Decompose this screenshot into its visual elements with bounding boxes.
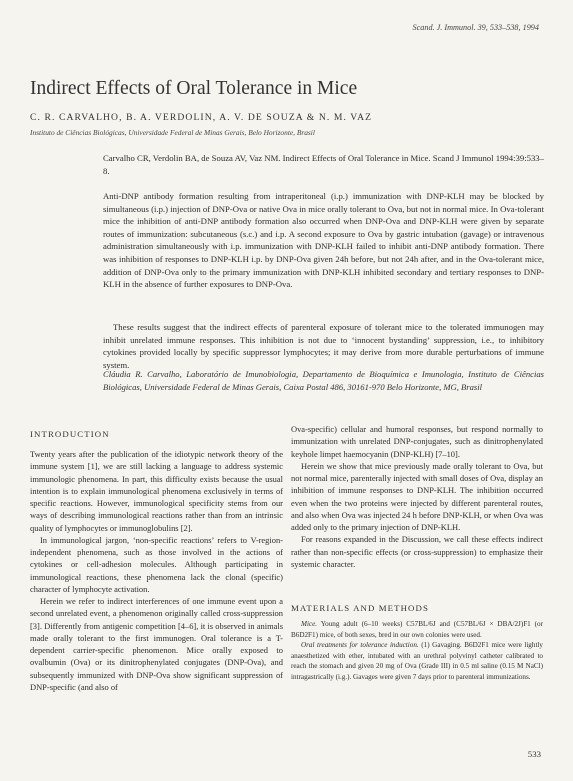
- abstract-citation: Carvalho CR, Verdolin BA, de Souza AV, Vaz NM. Indirect Effects of Oral Tolerance in Mice. Scand J Immunol 1994:39:533–8.: [103, 153, 544, 176]
- section-heading-introduction: INTRODUCTION: [30, 429, 110, 439]
- body-column-right: [291, 423, 543, 570]
- section-heading-methods: MATERIALS AND METHODS: [291, 603, 429, 613]
- methods-paragraph-mice: [291, 619, 543, 640]
- author-list: C. R. CARVALHO, B. A. VERDOLIN, A. V. DE SOUZA & N. M. VAZ: [30, 112, 373, 123]
- affiliation: Instituto de Ciências Biológicas, Universidade Federal de Minas Gerais, Belo Horizonte, Brasil: [30, 128, 315, 137]
- subheading-oral-treatments: Oral treatments for tolerance induction.: [301, 641, 419, 650]
- running-head: Scand. J. Immunol. 39, 533–538, 1994: [412, 23, 539, 32]
- body-paragraph: For reasons expanded in the Discussion, we call these effects indirect rather than non-specific effects (or cross-suppression) to emphasize their systemic character.: [291, 534, 543, 569]
- correspondence-address: Cláudia R. Carvalho, Laboratório de Imunobiologia, Departamento de Bioquímica e Imunologia, Instituto de Ciências Biológicas, Universidade Federal de Minas Gerais, Caixa Postal 486, 30161-970 Belo Horizonte, MG, Brasil: [103, 369, 544, 392]
- page-number: 533: [527, 749, 541, 759]
- methods-text: [291, 619, 543, 683]
- body-paragraph: In immunological jargon, ‘non-specific reactions’ refers to V-region-independent phenomena, such as those involved in the actions of cytokines or cell-adhesion molecules. Although participating in immunological reactions, these phenomena lack the clonal (specific) character of lymphocyte activation.: [30, 534, 283, 594]
- body-paragraph: Herein we refer to indirect interferences of one immune event upon a second unrelated event, a phenomenon originally called cross-suppression [3]. Differently from antigenic competition [4–6], it is observed in animals made orally tolerant to the first immunogen. Oral tolerance is a T-dependent carrier-specific phenomenon. Mice orally exposed to ovalbumin (Ova) or its dinitrophenylated conjugates (DNP-Ova), and subsequently immunized with DNP-Ova show significant suppression of DNP-specific (and also of: [30, 596, 283, 692]
- body-paragraph: Twenty years after the publication of the idiotypic network theory of the immune system [1], we are still lacking a language to address systemic immunologic phenomena. In part, this difficulty exists because the usual intention is to explain immunological phenomena exclusively in terms of specific reactions. However, immunological specificity stems from our ways of describing immunological reactions rather than from an intrinsic quality of lymphocytes or immunoglobulins [2].: [30, 449, 283, 533]
- methods-oral-text: (1) Gavaging. B6D2F1 mice were lightly anaesthetized with ether, intubated with an urethral polyvinyl catheter calibrated to reach the stomach and given 20 mg of Ova (Grade III) in 0.5 ml saline (0.15 M NaCl) intragastrically (i.g.). Gavages were given 7 days prior to parenteral immunizations.: [291, 641, 543, 681]
- body-column-left: [30, 448, 283, 693]
- body-paragraph: Ova-specific) cellular and humoral responses, but respond normally to immunization with unrelated DNP-conjugates, such as dinitrophenylated keyhole limpet haemocyanin (DNP-KLH) [7–10].: [291, 424, 543, 459]
- body-paragraph: Herein we show that mice previously made orally tolerant to Ova, but not normal mice, parenterally injected with small doses of Ova, display an inhibition of immune responses to DNP-KLH. The inhibition occurred even when the two proteins were injected by different parenteral routes, and also when Ova was injected 24 h before DNP-KLH, or when Ova was added only to the primary injection of DNP-KLH.: [291, 460, 543, 532]
- abstract-paragraph: Anti-DNP antibody formation resulting from intraperitoneal (i.p.) immunization with DNP-KLH may be blocked by simultaneous (i.p.) injection of DNP-Ova or native Ova in mice orally tolerant to Ova, but not in normal mice. In Ova-tolerant mice the inhibition of anti-DNP antibody formation also occurred when DNP-Ova and DNP-KLH were given by separate routes of immunization: subcutaneous (s.c.) and i.p. A second exposure to Ova by gastric intubation (gavage) or intravenous administration simultaneously with i.p. immunization with DNP-KLH failed to inhibit anti-DNP antibody formation. There was inhibition of responses to DNP-KLH i.p. by DNP-Ova given 24h before, but not 24h after, and in the Ova-tolerant mice, addition of DNP-Ova only to the primary immunization with DNP-KLH inhibited secondary and tertiary responses to DNP-KLH in the absence of further exposures to DNP-Ova.: [103, 191, 544, 290]
- subheading-mice: Mice.: [301, 620, 318, 628]
- abstract-paragraph: These results suggest that the indirect effects of parenteral exposure of tolerant mice to the tolerated immunogen may inhibit unrelated immune responses. This inhibition is not due to ‘innocent bystanding’ suppression, i.e., to inhibitory cytokines provided locally by specific suppressor lymphocytes; it may derive from more durable perturbations of immune system.: [103, 322, 544, 370]
- article-title: Indirect Effects of Oral Tolerance in Mice: [30, 78, 358, 99]
- methods-mice-text: Young adult (6–10 weeks) C57BL/6J and (C57BL/6J × DBA/2J)F1 (or B6D2F1) mice, of both sexes, bred in our own colonies were used.: [291, 620, 543, 639]
- methods-paragraph-oral: [291, 640, 543, 682]
